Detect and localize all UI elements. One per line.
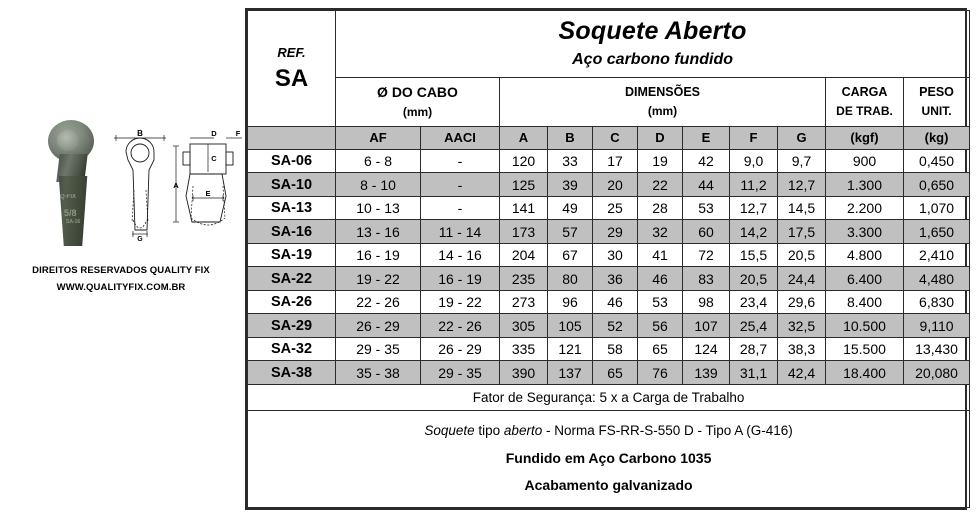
- cell-f: 31,1: [730, 361, 778, 385]
- cell-b: 80: [548, 267, 593, 291]
- cell-g: 20,5: [778, 243, 826, 267]
- side-view-label-a: A: [173, 181, 179, 190]
- cell-b: 96: [548, 290, 593, 314]
- cell-kgf: 1.300: [826, 173, 904, 197]
- note-standard-reference: - Norma FS-RR-S-550 D - Tipo A (G-416): [542, 423, 793, 439]
- cell-kg: 9,110: [904, 314, 970, 338]
- reference-label: REF.: [277, 44, 306, 60]
- column-header-g: G: [778, 126, 826, 149]
- cell-af: 10 - 13: [336, 196, 421, 220]
- cell-d: 56: [638, 314, 683, 338]
- photo-marking-brand: Q-FIX: [60, 194, 76, 200]
- note-finish-line: Acabamento galvanizado: [524, 477, 693, 494]
- working-load-label-line2: DE TRAB.: [836, 104, 893, 119]
- cell-aaci: 16 - 19: [421, 267, 500, 291]
- table-row: [248, 290, 970, 314]
- cell-ref: SA-06: [248, 149, 336, 173]
- product-title: Soquete Aberto: [558, 17, 747, 46]
- note-word-aberto: aberto: [503, 423, 543, 439]
- cell-a: 173: [500, 220, 548, 244]
- table-title-row: [248, 11, 970, 78]
- cell-e: 98: [683, 290, 730, 314]
- cell-ref: SA-22: [248, 267, 336, 291]
- cell-ref: SA-19: [248, 243, 336, 267]
- cell-ref: SA-29: [248, 314, 336, 338]
- cell-kgf: 15.500: [826, 337, 904, 361]
- cell-d: 53: [638, 290, 683, 314]
- front-view-label-b: B: [137, 129, 143, 138]
- product-photo: [42, 120, 104, 244]
- cell-f: 9,0: [730, 149, 778, 173]
- cell-d: 46: [638, 267, 683, 291]
- cell-g: 9,7: [778, 149, 826, 173]
- table-row: [248, 267, 970, 291]
- cell-e: 42: [683, 149, 730, 173]
- cell-a: 335: [500, 337, 548, 361]
- cell-kgf: 900: [826, 149, 904, 173]
- side-view-label-f: F: [235, 129, 241, 138]
- cell-g: 42,4: [778, 361, 826, 385]
- table-row: [248, 361, 970, 385]
- side-view-label-d: D: [211, 129, 217, 138]
- cell-aaci: -: [421, 196, 500, 220]
- cell-g: 29,6: [778, 290, 826, 314]
- cell-kgf: 4.800: [826, 243, 904, 267]
- cell-g: 17,5: [778, 220, 826, 244]
- cell-f: 28,7: [730, 337, 778, 361]
- cell-d: 32: [638, 220, 683, 244]
- cell-af: 35 - 38: [336, 361, 421, 385]
- note-word-tipo: tipo: [474, 423, 504, 439]
- cell-af: 16 - 19: [336, 243, 421, 267]
- cell-a: 204: [500, 243, 548, 267]
- cell-af: 8 - 10: [336, 173, 421, 197]
- cell-c: 65: [593, 361, 638, 385]
- note-standard-line: [248, 418, 969, 444]
- cell-b: 67: [548, 243, 593, 267]
- group-header-cable-diameter: [336, 77, 500, 126]
- cell-d: 41: [638, 243, 683, 267]
- cable-diameter-label: Ø DO CABO: [377, 83, 458, 100]
- column-header-a: A: [500, 126, 548, 149]
- cell-kg: 20,080: [904, 361, 970, 385]
- column-header-f: F: [730, 126, 778, 149]
- cell-aaci: 19 - 22: [421, 290, 500, 314]
- cell-af: 29 - 35: [336, 337, 421, 361]
- column-header-kg: (kg): [904, 126, 970, 149]
- cell-b: 57: [548, 220, 593, 244]
- cell-c: 58: [593, 337, 638, 361]
- safety-factor-text: Fator de Segurança: 5 x a Carga de Trabalho: [248, 384, 970, 410]
- cell-e: 83: [683, 267, 730, 291]
- cell-kg: 2,410: [904, 243, 970, 267]
- cell-b: 39: [548, 173, 593, 197]
- cell-f: 20,5: [730, 267, 778, 291]
- cell-kg: 4,480: [904, 267, 970, 291]
- cell-ref: SA-16: [248, 220, 336, 244]
- cell-a: 125: [500, 173, 548, 197]
- cell-aaci: -: [421, 173, 500, 197]
- cell-e: 72: [683, 243, 730, 267]
- cell-g: 32,5: [778, 314, 826, 338]
- cell-aaci: 22 - 26: [421, 314, 500, 338]
- cell-af: 22 - 26: [336, 290, 421, 314]
- cell-b: 49: [548, 196, 593, 220]
- copyright-rights-line: DIREITOS RESERVADOS QUALITY FIX: [32, 265, 210, 276]
- side-view-label-c: C: [211, 154, 217, 163]
- cell-f: 15,5: [730, 243, 778, 267]
- cell-c: 46: [593, 290, 638, 314]
- dimensions-label: DIMENSÕES: [624, 84, 700, 99]
- copyright-website-line: WWW.QUALITYFIX.COM.BR: [56, 282, 186, 293]
- table-row: [248, 196, 970, 220]
- safety-factor-row: [248, 384, 970, 410]
- group-header-working-load: [826, 77, 904, 126]
- note-word-soquete: Soquete: [424, 423, 475, 439]
- cell-e: 124: [683, 337, 730, 361]
- dimensions-unit: (mm): [647, 104, 678, 119]
- table-row: [248, 314, 970, 338]
- cell-a: 120: [500, 149, 548, 173]
- photo-marking-size: 5/8: [64, 208, 77, 218]
- cell-d: 76: [638, 361, 683, 385]
- side-view-drawing: [170, 128, 248, 244]
- cell-af: 26 - 29: [336, 314, 421, 338]
- cell-c: 30: [593, 243, 638, 267]
- cell-e: 60: [683, 220, 730, 244]
- cell-g: 14,5: [778, 196, 826, 220]
- table-row: [248, 220, 970, 244]
- cell-f: 11,2: [730, 173, 778, 197]
- cell-kgf: 3.300: [826, 220, 904, 244]
- cell-c: 29: [593, 220, 638, 244]
- cell-f: 14,2: [730, 220, 778, 244]
- column-header-aaci: AACI: [421, 126, 500, 149]
- notes-cell: [248, 410, 970, 507]
- column-header-b: B: [548, 126, 593, 149]
- cell-a: 305: [500, 314, 548, 338]
- cell-ref: SA-10: [248, 173, 336, 197]
- cell-kg: 0,650: [904, 173, 970, 197]
- cell-kg: 13,430: [904, 337, 970, 361]
- group-header-unit-weight: [904, 77, 970, 126]
- column-header-af: AF: [336, 126, 421, 149]
- cell-c: 52: [593, 314, 638, 338]
- cell-aaci: -: [421, 149, 500, 173]
- cell-kg: 0,450: [904, 149, 970, 173]
- cell-ref: SA-13: [248, 196, 336, 220]
- cell-af: 19 - 22: [336, 267, 421, 291]
- cell-a: 141: [500, 196, 548, 220]
- cell-kgf: 2.200: [826, 196, 904, 220]
- cell-kgf: 6.400: [826, 267, 904, 291]
- table-row: [248, 149, 970, 173]
- illustration-panel: [0, 0, 242, 521]
- spec-table: [247, 10, 970, 508]
- cell-af: 13 - 16: [336, 220, 421, 244]
- cell-kg: 1,070: [904, 196, 970, 220]
- cell-c: 17: [593, 149, 638, 173]
- specification-table: [245, 8, 967, 510]
- cell-a: 235: [500, 267, 548, 291]
- cell-a: 273: [500, 290, 548, 314]
- cell-d: 22: [638, 173, 683, 197]
- cell-f: 25,4: [730, 314, 778, 338]
- cell-kg: 1,650: [904, 220, 970, 244]
- cell-aaci: 26 - 29: [421, 337, 500, 361]
- table-group-header-row: [248, 77, 970, 126]
- column-header-ref-blank: [248, 126, 336, 149]
- cell-f: 12,7: [730, 196, 778, 220]
- note-material-line: Fundido em Aço Carbono 1035: [505, 449, 712, 466]
- table-row: [248, 173, 970, 197]
- cell-b: 137: [548, 361, 593, 385]
- cell-e: 53: [683, 196, 730, 220]
- cell-af: 6 - 8: [336, 149, 421, 173]
- cell-c: 25: [593, 196, 638, 220]
- cell-ref: SA-38: [248, 361, 336, 385]
- cell-e: 44: [683, 173, 730, 197]
- table-row: [248, 337, 970, 361]
- product-subtitle: Aço carbono fundido: [572, 50, 733, 68]
- cell-kgf: 18.400: [826, 361, 904, 385]
- cell-e: 107: [683, 314, 730, 338]
- column-header-kgf: (kgf): [826, 126, 904, 149]
- cell-d: 65: [638, 337, 683, 361]
- cell-g: 38,3: [778, 337, 826, 361]
- cell-b: 105: [548, 314, 593, 338]
- cell-aaci: 14 - 16: [421, 243, 500, 267]
- cell-b: 33: [548, 149, 593, 173]
- column-header-c: C: [593, 126, 638, 149]
- copyright-block: [0, 262, 242, 296]
- front-view-label-g: G: [137, 236, 143, 243]
- notes-row: [248, 410, 970, 507]
- table-column-header-row: [248, 126, 970, 149]
- unit-weight-label-line1: PESO: [919, 84, 954, 99]
- cell-ref: SA-32: [248, 337, 336, 361]
- table-row: [248, 243, 970, 267]
- cell-e: 139: [683, 361, 730, 385]
- reference-code: SA: [274, 64, 309, 92]
- cell-a: 390: [500, 361, 548, 385]
- cell-b: 121: [548, 337, 593, 361]
- cell-d: 28: [638, 196, 683, 220]
- group-header-dimensions: [500, 77, 826, 126]
- cell-ref: SA-26: [248, 290, 336, 314]
- socket-head-highlight: [57, 130, 79, 151]
- cell-f: 23,4: [730, 290, 778, 314]
- product-figure: [20, 118, 241, 244]
- front-view-drawing: [112, 128, 168, 244]
- cell-aaci: 29 - 35: [421, 361, 500, 385]
- product-title-cell: [336, 11, 970, 78]
- side-view-label-e: E: [205, 189, 211, 198]
- unit-weight-label-line2: UNIT.: [921, 104, 952, 119]
- cable-diameter-unit: (mm): [402, 105, 433, 120]
- cell-kg: 6,830: [904, 290, 970, 314]
- reference-cell: [248, 11, 336, 127]
- cell-g: 24,4: [778, 267, 826, 291]
- column-header-e: E: [683, 126, 730, 149]
- column-header-d: D: [638, 126, 683, 149]
- cell-g: 12,7: [778, 173, 826, 197]
- photo-marking-ref: SA-16: [66, 219, 81, 225]
- cell-kgf: 10.500: [826, 314, 904, 338]
- cell-kgf: 8.400: [826, 290, 904, 314]
- cell-c: 20: [593, 173, 638, 197]
- cell-c: 36: [593, 267, 638, 291]
- working-load-label-line1: CARGA: [841, 84, 888, 99]
- cell-aaci: 11 - 14: [421, 220, 500, 244]
- cell-d: 19: [638, 149, 683, 173]
